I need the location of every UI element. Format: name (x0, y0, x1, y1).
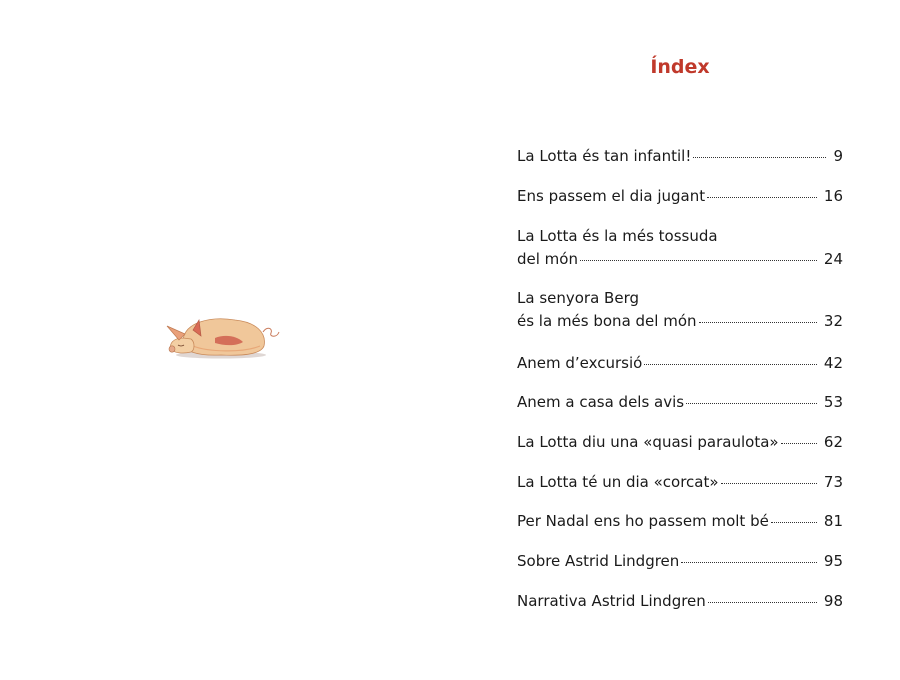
dot-leader (708, 602, 817, 603)
toc-entry-title-line: La senyora Berg (517, 289, 639, 307)
toc-page-number: 32 (823, 312, 843, 330)
toc-entry[interactable] (517, 471, 843, 494)
toc-entry[interactable] (517, 550, 843, 573)
toc-entry-title: Narrativa Astrid Lindgren (517, 592, 706, 610)
dot-leader (781, 443, 817, 444)
toc-page-number: 53 (823, 393, 843, 411)
dot-leader (686, 403, 817, 404)
toc-page-number: 42 (823, 354, 843, 372)
dot-leader (681, 562, 817, 563)
toc-entry[interactable] (517, 431, 843, 454)
toc-entry[interactable] (517, 287, 843, 333)
page-title: Índex (650, 56, 710, 78)
toc-entry-title: Per Nadal ens ho passem molt bé (517, 512, 769, 530)
toc-page-number: 98 (823, 592, 843, 610)
dot-leader (699, 322, 817, 323)
dot-leader (707, 197, 817, 198)
toc-entry[interactable] (517, 225, 843, 271)
toc-entry[interactable] (517, 352, 843, 375)
dot-leader (771, 522, 817, 523)
toc-page-number: 73 (823, 473, 843, 491)
toc-entry[interactable] (517, 590, 843, 613)
toc-entry-title: Anem a casa dels avis (517, 393, 685, 411)
dot-leader (693, 157, 826, 158)
pig-illustration (163, 308, 283, 366)
toc-entry-title: La Lotta té un dia «corcat» (517, 473, 719, 491)
toc-entry-title-line: La Lotta és la més tossuda (517, 227, 718, 245)
dot-leader (580, 260, 817, 261)
toc-entry-title: Sobre Astrid Lindgren (517, 552, 680, 570)
toc-entry-title: La Lotta és tan infantil! (517, 147, 692, 165)
dot-leader (644, 364, 817, 365)
toc-entry[interactable] (517, 391, 843, 414)
toc-entry[interactable] (517, 185, 843, 208)
toc-entry-title: Ens passem el dia jugant (517, 187, 706, 205)
toc-entry[interactable] (517, 145, 843, 168)
toc-page-number: 24 (823, 250, 843, 268)
toc-entry-title: Anem d’excursió (517, 354, 643, 372)
toc-page-number: 9 (833, 147, 843, 165)
toc-entry[interactable] (517, 510, 843, 533)
toc-page-number: 95 (823, 552, 843, 570)
toc-entry-title: és la més bona del món (517, 312, 697, 330)
dot-leader (721, 483, 817, 484)
toc-entry-title: del món (517, 250, 578, 268)
toc-entry-title: La Lotta diu una «quasi paraulota» (517, 433, 779, 451)
toc-page-number: 16 (823, 187, 843, 205)
toc-page-number: 62 (823, 433, 843, 451)
toc-page-number: 81 (823, 512, 843, 530)
